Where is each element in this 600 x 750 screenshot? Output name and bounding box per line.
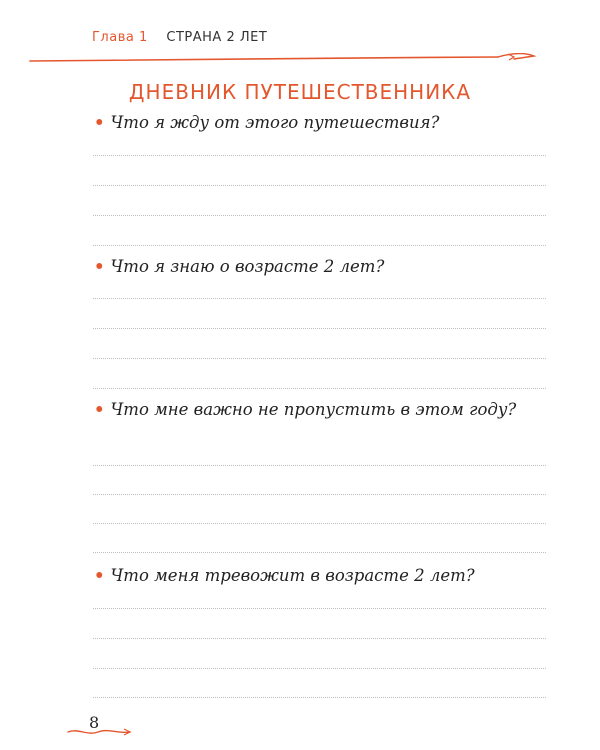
question-item [94, 397, 534, 423]
answer-line[interactable] [93, 668, 546, 669]
bullet-icon: • [94, 257, 105, 276]
answer-line[interactable] [93, 388, 546, 389]
question-text: Что мне важно не пропустить в этом году? [110, 400, 517, 419]
answer-line[interactable] [93, 298, 546, 299]
answer-line[interactable] [93, 328, 546, 329]
question-item [94, 110, 544, 136]
question-text: Что меня тревожит в возрасте 2 лет? [110, 566, 475, 585]
answer-line[interactable] [93, 494, 546, 495]
running-header [92, 30, 267, 45]
footer-flourish [64, 722, 134, 742]
question-item [94, 254, 544, 280]
question-text: Что я жду от этого путешествия? [110, 113, 440, 132]
page-title: ДНЕВНИК ПУТЕШЕСТВЕННИКА [128, 80, 472, 104]
answer-line[interactable] [93, 465, 546, 466]
answer-line[interactable] [93, 697, 546, 698]
answer-line[interactable] [93, 185, 546, 186]
answer-line[interactable] [93, 215, 546, 216]
page-number: 8 [89, 713, 100, 732]
section-label: СТРАНА 2 ЛЕТ [166, 30, 268, 45]
answer-line[interactable] [93, 552, 546, 553]
chapter-label: Глава 1 [92, 30, 148, 45]
answer-line[interactable] [93, 155, 546, 156]
bullet-icon: • [94, 400, 105, 419]
header-rule [28, 53, 538, 75]
answer-line[interactable] [93, 245, 546, 246]
answer-line[interactable] [93, 638, 546, 639]
question-item [94, 563, 544, 589]
answer-line[interactable] [93, 358, 546, 359]
question-text: Что я знаю о возрасте 2 лет? [110, 257, 385, 276]
bullet-icon: • [94, 113, 105, 132]
answer-line[interactable] [93, 523, 546, 524]
bullet-icon: • [94, 566, 105, 585]
answer-line[interactable] [93, 608, 546, 609]
